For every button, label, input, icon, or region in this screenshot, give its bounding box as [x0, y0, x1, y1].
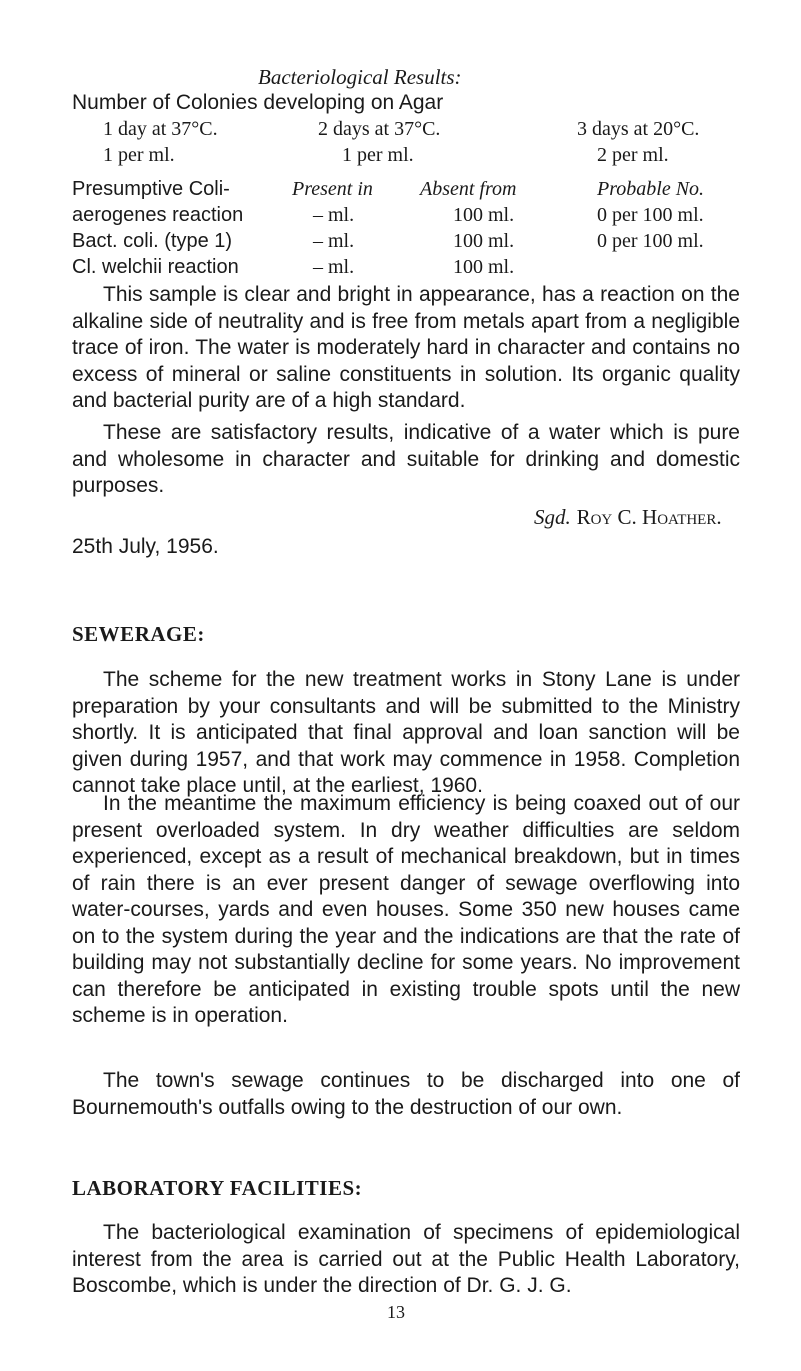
- row-probable: 0 per 100 ml.: [597, 204, 704, 226]
- satisfactory-paragraph: These are satisfactory results, indicative of a water which is pure and wholesome in character and suitable for drinking and domestic purposes.: [72, 421, 740, 497]
- signature-prefix: Sgd.: [534, 505, 571, 529]
- row-label: Presumptive Coli-: [72, 178, 230, 200]
- header-probable: Probable No.: [597, 178, 705, 200]
- row-present: – ml.: [313, 204, 355, 226]
- sample-paragraph: This sample is clear and bright in appearance, has a reaction on the alkaline side of neutrality and is free from metals apart from a negligible trace of iron. The water is moderately hard in character and contains no excess of mineral or saline constituents in solution. Its organic quality and bacterial purity are of a high standard.: [72, 283, 740, 412]
- laboratory-heading: LABORATORY FACILITIES:: [72, 1176, 363, 1200]
- row-absent: 100 ml.: [453, 256, 515, 278]
- page-number: 13: [387, 1302, 405, 1322]
- col3-sub: 2 per ml.: [597, 144, 669, 166]
- col2-sub: 1 per ml.: [342, 144, 414, 166]
- row-probable: 0 per 100 ml.: [597, 230, 704, 252]
- sewerage-heading: SEWERAGE:: [72, 622, 205, 646]
- sewerage-paragraph-2: In the meantime the maximum efficiency is being coaxed out of our present overloaded system. In dry weather difficulties are seldom experienced, except as a result of mechanical breakdown, but in times of rain there is an ever present danger of sewage overflowing into water-courses, yards and even houses. Some 350 new houses came on to the system during the year and the indications are that the rate of building may not substantially decline for some years. No improvement can therefore be anticipated in existing trouble spots until the new scheme is in operation.: [72, 792, 740, 1027]
- header-absent: Absent from: [420, 178, 517, 200]
- row-label: Bact. coli. (type 1): [72, 230, 233, 252]
- row-present: – ml.: [313, 256, 355, 278]
- laboratory-paragraph-1: The bacteriological examination of specimens of epidemiological interest from the area is carried out at the Public Health Laboratory, Boscombe, which is under the direction of Dr. G. J. G.: [72, 1221, 740, 1297]
- bact-title: Bacteriological Results:: [258, 65, 462, 89]
- row-label: aerogenes reaction: [72, 204, 244, 226]
- bact-subtitle: Number of Colonies developing on Agar: [72, 91, 444, 114]
- signature-name: Roy C. Hoather.: [576, 505, 722, 529]
- date: 25th July, 1956.: [72, 535, 219, 558]
- row-absent: 100 ml.: [453, 230, 515, 252]
- col2-head: 2 days at 37°C.: [318, 118, 441, 140]
- header-present: Present in: [292, 178, 373, 200]
- row-absent: 100 ml.: [453, 204, 515, 226]
- col1-head: 1 day at 37°C.: [103, 118, 218, 140]
- row-label: Cl. welchii reaction: [72, 256, 239, 278]
- col1-sub: 1 per ml.: [103, 144, 175, 166]
- signature: [534, 505, 722, 530]
- row-present: – ml.: [313, 230, 355, 252]
- sewerage-paragraph-1: The scheme for the new treatment works in Stony Lane is under preparation by your consultants and will be submitted to the Ministry shortly. It is anticipated that final approval and loan sanction will be given during 1957, and that work may commence in 1958. Completion cannot take place until, at the earliest, 1960.: [72, 668, 740, 797]
- col3-head: 3 days at 20°C.: [577, 118, 700, 140]
- sewerage-paragraph-3: The town's sewage continues to be discharged into one of Bournemouth's outfalls owing to the destruction of our own.: [72, 1069, 740, 1119]
